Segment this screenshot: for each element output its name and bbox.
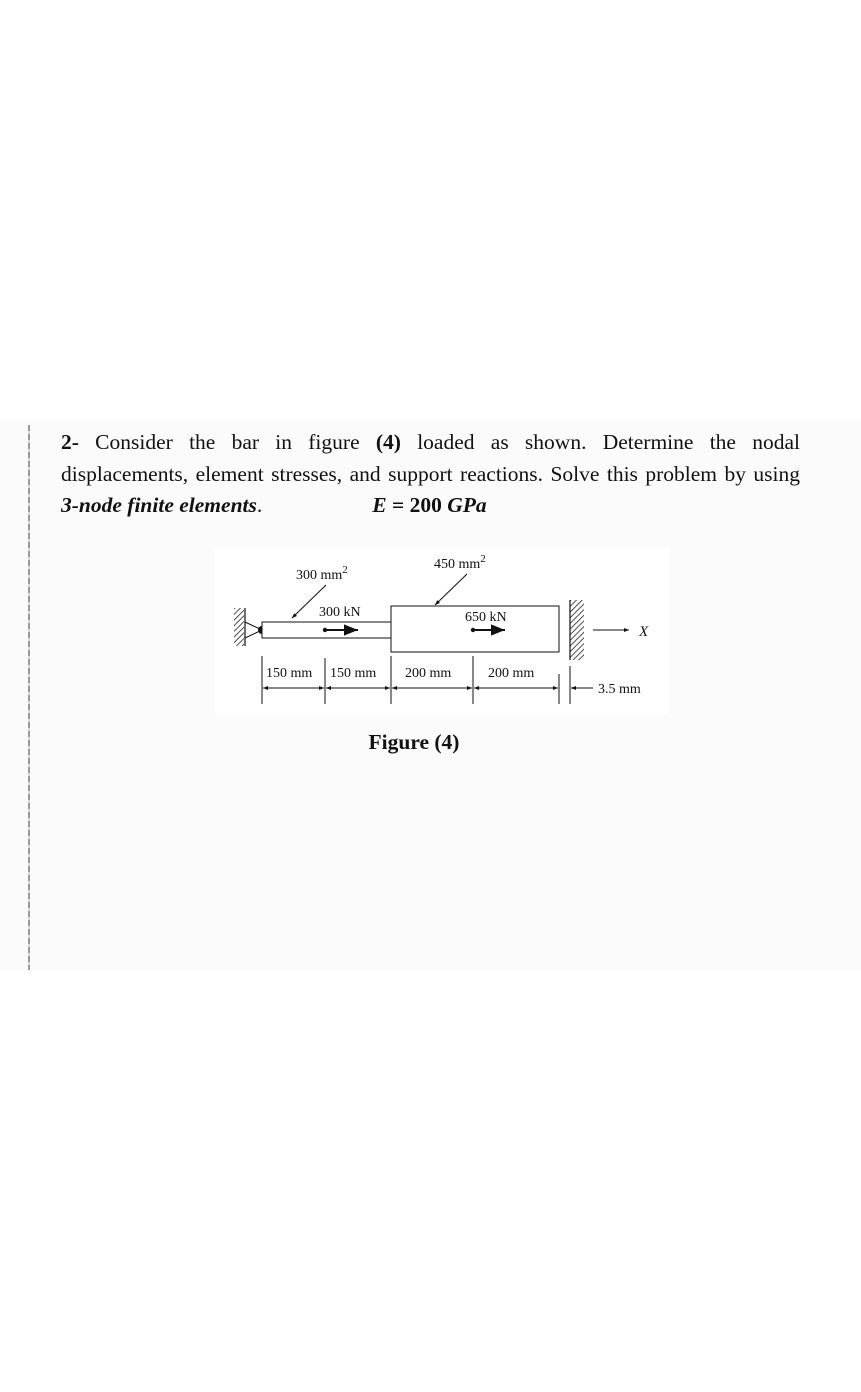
figure-caption: Figure (4) [368, 730, 460, 754]
area-right-label: 450 $mm^2$ [434, 553, 486, 572]
modulus-equation [372, 490, 486, 522]
modulus-equals: = [386, 493, 410, 517]
bar-figure [215, 548, 669, 714]
problem-statement [61, 427, 800, 522]
problem-text-part1: Consider the bar in figure [78, 430, 376, 454]
dim-label-1: 150 mm [266, 666, 313, 681]
sentence-period: . [256, 493, 263, 517]
figure-reference: (4) [375, 430, 401, 454]
load-left-label: 300 kN [319, 605, 361, 620]
pin-link-lower [245, 630, 262, 638]
bar-diagram [215, 548, 669, 714]
problem-text-part2: loaded as shown. Determine the nodal displacements, element stresses, and support reactions. Solve this problem by using [61, 430, 800, 486]
gap-label: 3.5 mm [598, 682, 641, 697]
problem-number: 2- [61, 430, 79, 454]
page-edge-rule [28, 425, 30, 970]
right-wall-support [570, 600, 584, 660]
dim-label-3: 200 mm [405, 666, 452, 681]
left-wall-support [234, 608, 244, 646]
pin-link-upper [245, 622, 262, 630]
method-emphasis: 3-node finite elements [61, 493, 257, 517]
x-axis-label: X [639, 624, 649, 640]
modulus-value: 200 [409, 493, 442, 517]
area-left-label: 300 $mm^2$ [296, 564, 348, 583]
modulus-symbol: E [372, 493, 387, 517]
area-right-leader [435, 574, 467, 605]
dim-label-4: 200 mm [488, 666, 535, 681]
load-right-label: 650 kN [465, 610, 507, 625]
dim-label-2: 150 mm [330, 666, 377, 681]
modulus-unit: GPa [441, 493, 487, 517]
